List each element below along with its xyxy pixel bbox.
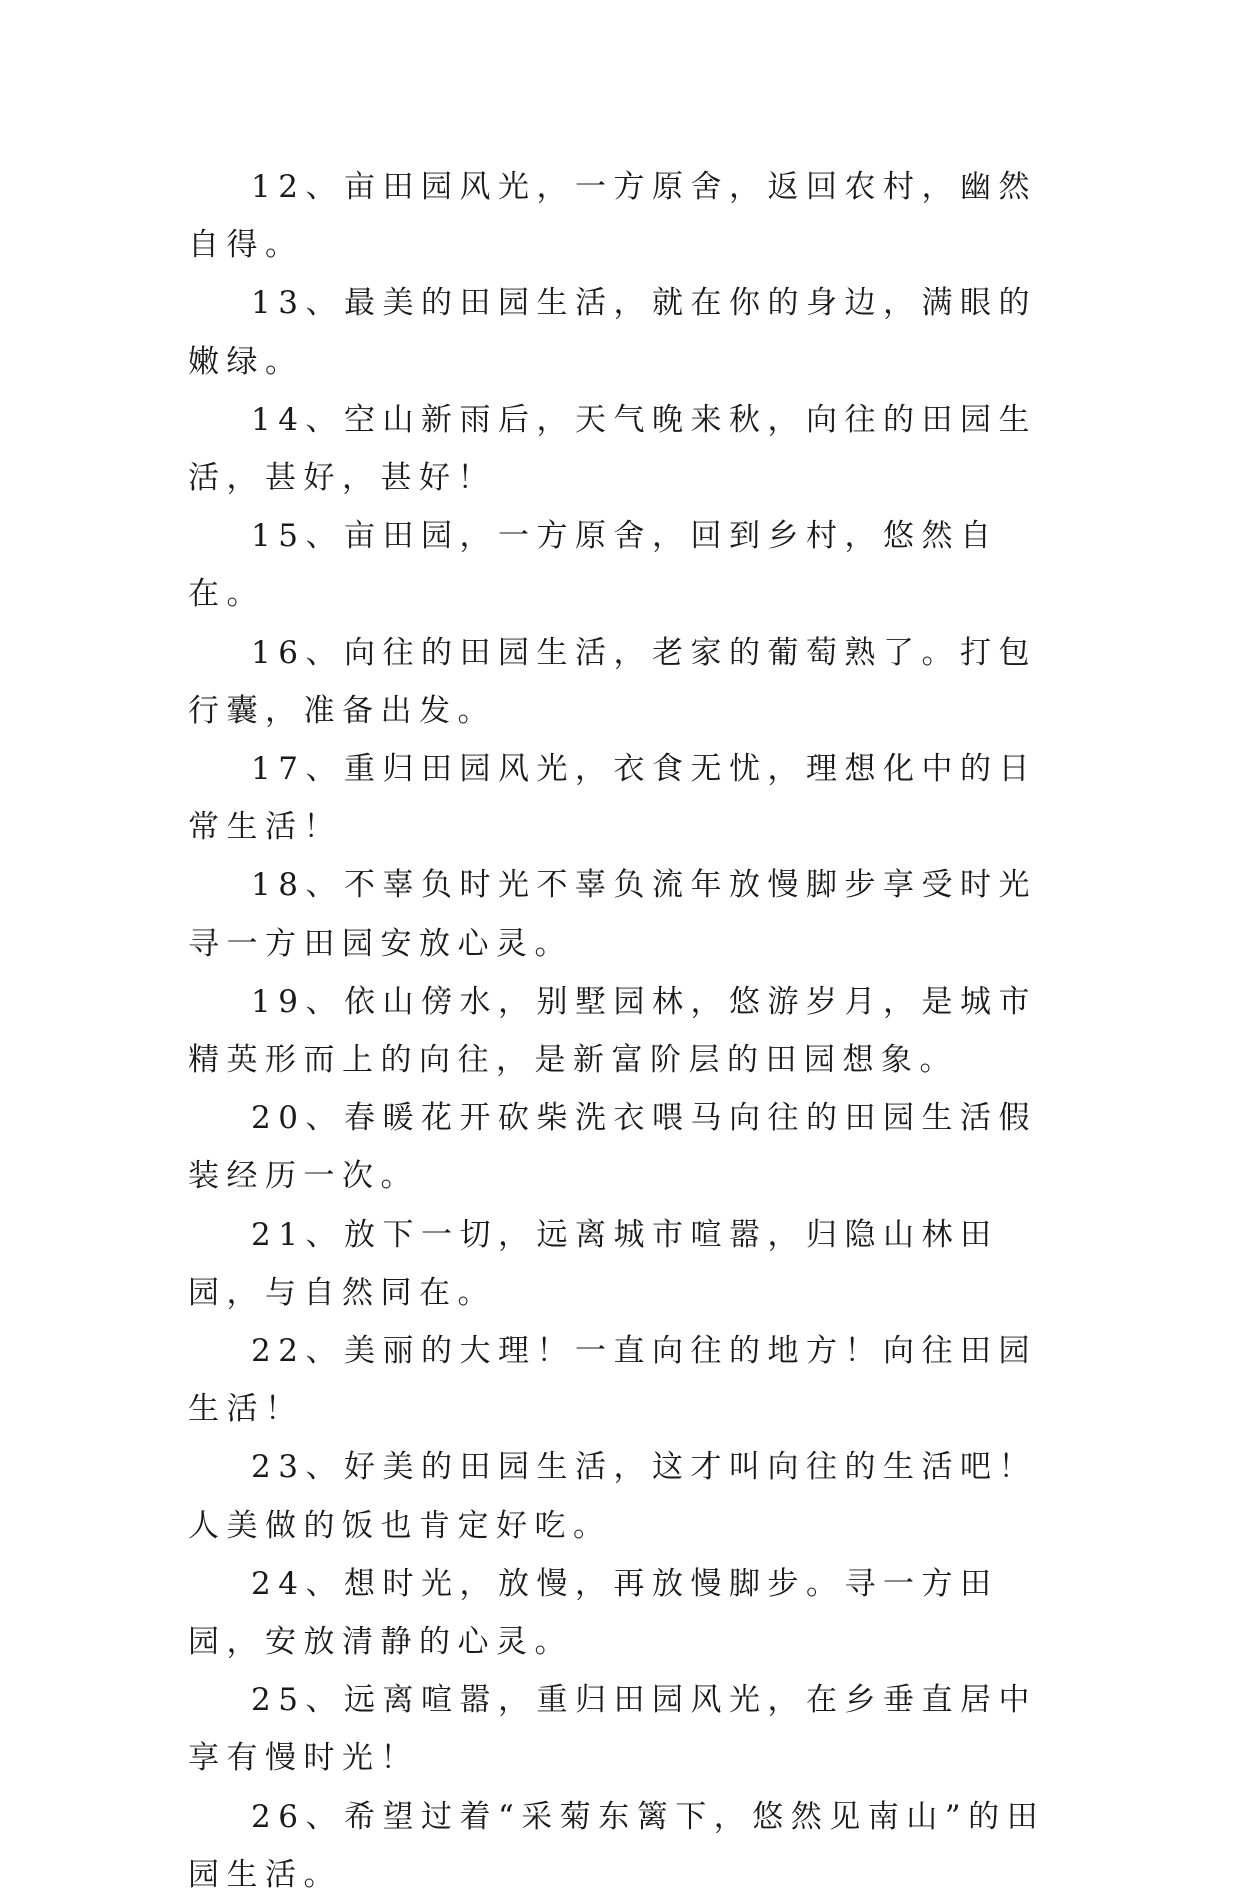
paragraph-15: 15、亩田园，一方原舍，回到乡村，悠然自在。 bbox=[188, 518, 999, 613]
paragraph-22: 22、美丽的大理！一直向往的地方！向往田园生活！ bbox=[188, 1333, 1037, 1428]
paragraph-23: 23、好美的田园生活，这才叫向往的生活吧！人美做的饭也肯定好吃。 bbox=[188, 1449, 1037, 1544]
paragraph-17: 17、重归田园风光，衣食无忧，理想化中的日常生活！ bbox=[188, 751, 1037, 846]
paragraph-24: 24、想时光，放慢，再放慢脚步。寻一方田园，安放清静的心灵。 bbox=[188, 1565, 999, 1661]
paragraph-13: 13、最美的田园生活，就在你的身边，满眼的嫩绿。 bbox=[188, 285, 1037, 380]
paragraph-20: 20、春暖花开砍柴洗衣喂马向往的田园生活假装经历一次。 bbox=[188, 1100, 1037, 1195]
paragraph-21: 21、放下一切，远离城市喧嚣，归隐山林田园，与自然同在。 bbox=[188, 1216, 999, 1311]
paragraph-18: 18、不辜负时光不辜负流年放慢脚步享受时光寻一方田园安放心灵。 bbox=[188, 867, 1037, 962]
paragraph-16: 16、向往的田园生活，老家的葡萄熟了。打包行囊，准备出发。 bbox=[188, 634, 1037, 729]
paragraph-14: 14、空山新雨后，天气晚来秋，向往的田园生活，甚好，甚好！ bbox=[188, 401, 1037, 497]
paragraph-19: 19、依山傍水，别墅园林，悠游岁月，是城市精英形而上的向往，是新富阶层的田园想象。 bbox=[188, 983, 1037, 1079]
document-body bbox=[188, 158, 1054, 1904]
paragraph-25: 25、远离喧嚣，重归田园风光，在乡垂直居中享有慢时光！ bbox=[188, 1682, 1037, 1777]
paragraph-12: 12、亩田园风光，一方原舍，返回农村，幽然自得。 bbox=[188, 169, 1037, 264]
paragraph-26: 26、希望过着“采菊东篱下，悠然见南山”的田园生活。 bbox=[188, 1798, 1046, 1893]
